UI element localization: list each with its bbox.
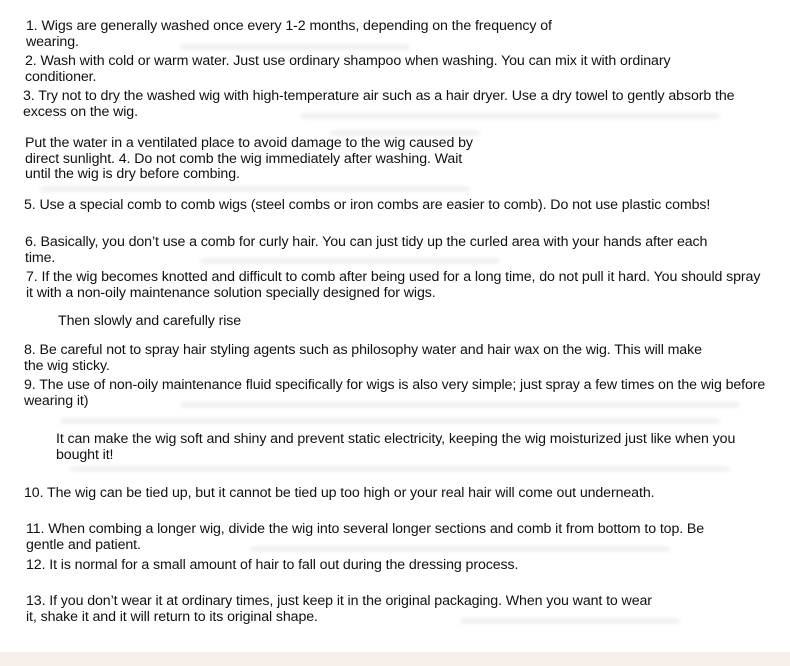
instruction-3: 3. Try not to dry the washed wig with high-temperature air such as a hair dryer. Use a dry towel to gently absorb the excess on the wig. — [23, 88, 735, 120]
instruction-11: 11. When combing a longer wig, divide the wig into several longer sections and comb it from bottom to top. Be gentle and patient. — [26, 521, 705, 553]
instruction-3-continued-and-4: Put the water in a ventilated place to avoid damage to the wig caused by direct sunlight. 4. Do not comb the wig immediately after washing. Wait until the wig is dry before combing. — [25, 135, 473, 182]
instruction-13: 13. If you don’t wear it at ordinary times, just keep it in the original packaging. When you want to wear it, shake it and it will return to its original shape. — [26, 593, 652, 625]
instruction-12: 12. It is normal for a small amount of hair to fall out during the dressing process. — [26, 557, 519, 573]
scan-smudge — [40, 186, 470, 192]
instruction-6: 6. Basically, you don’t use a comb for curly hair. You can just tidy up the curled area with your hands after each time. — [25, 234, 708, 266]
instruction-10: 10. The wig can be tied up, but it cannot be tied up too high or your real hair will come out underneath. — [24, 485, 655, 501]
instruction-7: 7. If the wig becomes knotted and difficult to comb after being used for a long time, do not pull it hard. You should spray it with a non-oily maintenance solution specially designed for wigs. — [26, 269, 761, 301]
instruction-8: 8. Be careful not to spray hair styling agents such as philosophy water and hair wax on the wig. This will make the wig sticky. — [24, 342, 702, 374]
instruction-9: 9. The use of non-oily maintenance fluid specifically for wigs is also very simple; just spray a few times on the wig before wearing it) — [24, 377, 766, 409]
instruction-2: 2. Wash with cold or warm water. Just use ordinary shampoo when washing. You can mix it with ordinary conditioner. — [25, 53, 671, 85]
instruction-5: 5. Use a special comb to comb wigs (steel combs or iron combs are easier to comb). Do not use plastic combs! — [24, 197, 711, 213]
scan-smudge — [70, 466, 730, 472]
instruction-7-followup: Then slowly and carefully rise — [58, 313, 242, 329]
bottom-band — [0, 652, 790, 666]
scan-smudge — [60, 418, 720, 424]
instruction-9-followup: It can make the wig soft and shiny and prevent static electricity, keeping the wig moisturized just like when you bought it! — [56, 431, 736, 463]
instruction-1: 1. Wigs are generally washed once every 1-2 months, depending on the frequency of wearing. — [26, 18, 552, 50]
